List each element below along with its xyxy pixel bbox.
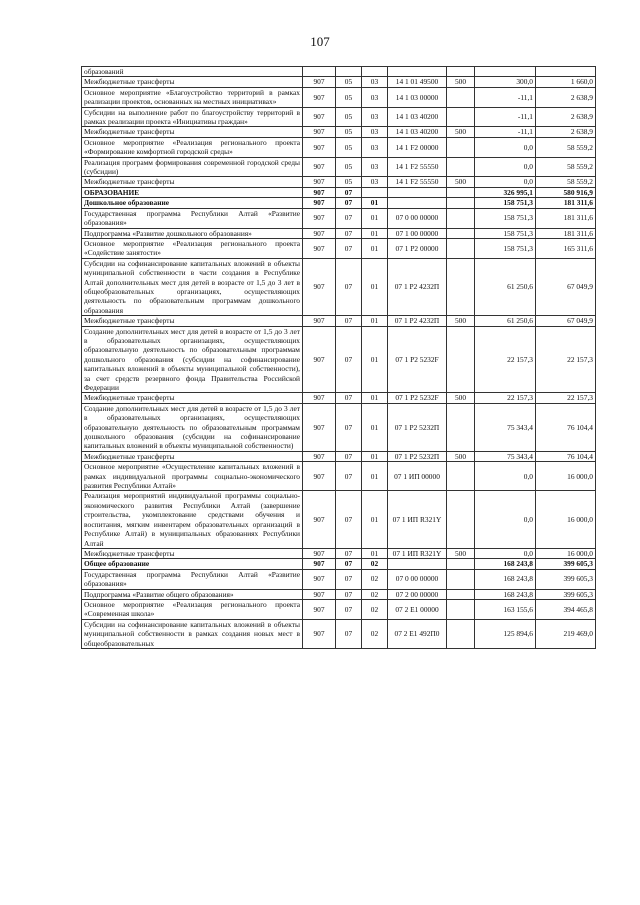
table-row: [82, 208, 596, 228]
table-row: [82, 127, 596, 137]
expense-type-code: 500: [447, 127, 475, 137]
section-code: 05: [336, 127, 362, 137]
target-code: 14 1 01 49500: [388, 77, 447, 87]
expense-type-code: 500: [447, 77, 475, 87]
row-name: Государственная программа Республики Алтай «Развитие образования»: [82, 569, 303, 589]
amount-year-2: 181 311,6: [536, 208, 596, 228]
amount-year-1: 0,0: [475, 491, 536, 548]
section-code: 05: [336, 137, 362, 157]
section-code: 07: [336, 316, 362, 326]
expense-type-code: 500: [447, 451, 475, 461]
amount-year-2: 399 605,3: [536, 569, 596, 589]
table-row: [82, 393, 596, 403]
section-code: 07: [336, 208, 362, 228]
section-code: 07: [336, 619, 362, 648]
expense-type-code: 500: [447, 548, 475, 558]
row-name: Основное мероприятие «Осуществление капитальных вложений в рамках индивидуальной программы социально-экономического развития Республики Алтай»: [82, 462, 303, 491]
table-row: [82, 67, 596, 77]
admin-code: 907: [303, 208, 336, 228]
subsection-code: 01: [362, 258, 388, 315]
table-row: [82, 238, 596, 258]
admin-code: 907: [303, 462, 336, 491]
admin-code: 907: [303, 451, 336, 461]
section-code: 07: [336, 187, 362, 197]
amount-year-1: 158 751,3: [475, 228, 536, 238]
subsection-code: 01: [362, 198, 388, 208]
target-code: 07 1 P2 4232П: [388, 258, 447, 315]
target-code: 07 1 ИП R321Y: [388, 548, 447, 558]
section-code: 07: [336, 451, 362, 461]
section-code: 05: [336, 77, 362, 87]
admin-code: 907: [303, 87, 336, 107]
amount-year-2: 2 638,9: [536, 87, 596, 107]
amount-year-2: 67 049,9: [536, 258, 596, 315]
amount-year-2: 22 157,3: [536, 326, 596, 393]
admin-code: 907: [303, 548, 336, 558]
table-row: [82, 451, 596, 461]
subsection-code: 03: [362, 157, 388, 177]
section-code: 07: [336, 228, 362, 238]
row-name: Дошкольное образование: [82, 198, 303, 208]
target-code: 14 1 03 00000: [388, 87, 447, 107]
subsection-code: 01: [362, 462, 388, 491]
expense-type-code: [447, 599, 475, 619]
admin-code: 907: [303, 77, 336, 87]
amount-year-1: 163 155,6: [475, 599, 536, 619]
row-name: Основное мероприятие «Реализация регионального проекта «Содействие занятости»: [82, 238, 303, 258]
amount-year-2: 22 157,3: [536, 393, 596, 403]
target-code: 07 1 P2 5232П: [388, 403, 447, 451]
row-name: Создание дополнительных мест для детей в возрасте от 1,5 до 3 лет в образовательных организациях, осуществляющих образовательную деятельность по образовательным программам дошкольного образования (субсидии на софинансирование капитальных вложений в объекты муниципальной собственности): [82, 403, 303, 451]
amount-year-2: 58 559,2: [536, 177, 596, 187]
amount-year-1: 0,0: [475, 548, 536, 558]
subsection-code: 02: [362, 589, 388, 599]
subsection-code: 01: [362, 451, 388, 461]
expense-type-code: 500: [447, 393, 475, 403]
admin-code: 907: [303, 137, 336, 157]
amount-year-1: 168 243,8: [475, 589, 536, 599]
amount-year-1: 61 250,6: [475, 316, 536, 326]
target-code: 07 2 E1 492П0: [388, 619, 447, 648]
expense-type-code: [447, 403, 475, 451]
target-code: [388, 559, 447, 569]
admin-code: 907: [303, 187, 336, 197]
amount-year-2: 399 605,3: [536, 559, 596, 569]
subsection-code: 02: [362, 559, 388, 569]
expense-type-code: [447, 87, 475, 107]
section-code: 07: [336, 326, 362, 393]
row-name: Межбюджетные трансферты: [82, 316, 303, 326]
admin-code: 907: [303, 599, 336, 619]
amount-year-1: 168 243,8: [475, 559, 536, 569]
amount-year-2: 58 559,2: [536, 137, 596, 157]
section-code: 07: [336, 258, 362, 315]
subsection-code: [362, 67, 388, 77]
target-code: 07 1 P2 5232F: [388, 393, 447, 403]
row-name: Межбюджетные трансферты: [82, 177, 303, 187]
amount-year-2: [536, 67, 596, 77]
expense-type-code: [447, 208, 475, 228]
expense-type-code: [447, 137, 475, 157]
target-code: 07 2 00 00000: [388, 589, 447, 599]
table-row: [82, 177, 596, 187]
amount-year-2: 16 000,0: [536, 548, 596, 558]
target-code: 14 1 03 40200: [388, 107, 447, 127]
row-name: образований: [82, 67, 303, 77]
section-code: 05: [336, 107, 362, 127]
amount-year-1: -11,1: [475, 87, 536, 107]
target-code: 07 1 ИП 00000: [388, 462, 447, 491]
amount-year-1: -11,1: [475, 127, 536, 137]
amount-year-2: 76 104,4: [536, 451, 596, 461]
admin-code: 907: [303, 258, 336, 315]
row-name: Межбюджетные трансферты: [82, 77, 303, 87]
amount-year-2: 1 660,0: [536, 77, 596, 87]
table-row: [82, 403, 596, 451]
target-code: 14 1 F2 00000: [388, 137, 447, 157]
amount-year-1: 0,0: [475, 462, 536, 491]
admin-code: 907: [303, 403, 336, 451]
subsection-code: 01: [362, 403, 388, 451]
amount-year-1: 0,0: [475, 157, 536, 177]
row-name: Основное мероприятие «Благоустройство территорий в рамках реализации проектов, основанных на местных инициативах»: [82, 87, 303, 107]
expense-type-code: [447, 228, 475, 238]
amount-year-1: 125 894,6: [475, 619, 536, 648]
amount-year-2: 181 311,6: [536, 198, 596, 208]
subsection-code: 03: [362, 177, 388, 187]
row-name: Основное мероприятие «Реализация регионального проекта «Формирование комфортной городской среды»: [82, 137, 303, 157]
table-row: [82, 619, 596, 648]
table-row: [82, 548, 596, 558]
expense-type-code: 500: [447, 177, 475, 187]
section-code: 07: [336, 238, 362, 258]
row-name: Государственная программа Республики Алтай «Развитие образования»: [82, 208, 303, 228]
subsection-code: 01: [362, 491, 388, 548]
budget-table: [81, 66, 596, 649]
amount-year-1: 326 995,1: [475, 187, 536, 197]
subsection-code: 01: [362, 548, 388, 558]
expense-type-code: [447, 619, 475, 648]
row-name: Общее образование: [82, 559, 303, 569]
subsection-code: 01: [362, 316, 388, 326]
admin-code: 907: [303, 107, 336, 127]
subsection-code: 01: [362, 228, 388, 238]
subsection-code: 01: [362, 393, 388, 403]
target-code: 07 2 E1 00000: [388, 599, 447, 619]
row-name: Реализация мероприятий индивидуальной программы социально-экономического развития Республики Алтай (завершение строительства, укомплектование средствами обучения и воспитания, мягким инвентарем образовательных организаций в Республике Алтай) в муниципальных образованиях Республики Алтай: [82, 491, 303, 548]
table-row: [82, 569, 596, 589]
target-code: [388, 187, 447, 197]
section-code: 07: [336, 393, 362, 403]
amount-year-2: 165 311,6: [536, 238, 596, 258]
row-name: Межбюджетные трансферты: [82, 451, 303, 461]
expense-type-code: [447, 559, 475, 569]
row-name: Подпрограмма «Развитие общего образования»: [82, 589, 303, 599]
table-row: [82, 599, 596, 619]
subsection-code: 03: [362, 107, 388, 127]
amount-year-1: 61 250,6: [475, 258, 536, 315]
target-code: 14 1 F2 55550: [388, 157, 447, 177]
section-code: 07: [336, 569, 362, 589]
row-name: Подпрограмма «Развитие дошкольного образования»: [82, 228, 303, 238]
expense-type-code: [447, 326, 475, 393]
section-code: 07: [336, 462, 362, 491]
admin-code: 907: [303, 589, 336, 599]
expense-type-code: [447, 187, 475, 197]
amount-year-1: 22 157,3: [475, 393, 536, 403]
amount-year-1: -11,1: [475, 107, 536, 127]
row-name: Субсидии на софинансирование капитальных вложений в объекты муниципальной собственности в рамках создания новых мест в общеобразовательных: [82, 619, 303, 648]
expense-type-code: [447, 491, 475, 548]
admin-code: 907: [303, 393, 336, 403]
amount-year-2: 58 559,2: [536, 157, 596, 177]
subsection-code: 01: [362, 326, 388, 393]
row-name: Межбюджетные трансферты: [82, 393, 303, 403]
target-code: [388, 198, 447, 208]
subsection-code: 02: [362, 569, 388, 589]
expense-type-code: [447, 258, 475, 315]
amount-year-1: 0,0: [475, 137, 536, 157]
section-code: 07: [336, 403, 362, 451]
section-code: 05: [336, 177, 362, 187]
table-row: [82, 137, 596, 157]
row-name: ОБРАЗОВАНИЕ: [82, 187, 303, 197]
expense-type-code: [447, 107, 475, 127]
table-row: [82, 326, 596, 393]
amount-year-2: 76 104,4: [536, 403, 596, 451]
target-code: [388, 67, 447, 77]
target-code: 07 1 P2 4232П: [388, 316, 447, 326]
target-code: 14 1 03 40200: [388, 127, 447, 137]
table-row: [82, 107, 596, 127]
section-code: 05: [336, 157, 362, 177]
admin-code: [303, 67, 336, 77]
expense-type-code: [447, 569, 475, 589]
row-name: Межбюджетные трансферты: [82, 127, 303, 137]
subsection-code: 01: [362, 238, 388, 258]
target-code: 07 1 P2 5232F: [388, 326, 447, 393]
section-code: 07: [336, 589, 362, 599]
row-name: Субсидии на софинансирование капитальных вложений в объекты муниципальной собственности в части создания в Республике Алтай дополнительных мест для детей в возрасте от 1,5 до 3 лет в общеобразовательных организациях, осуществляющих деятельность по образовательным программам дошкольного образования: [82, 258, 303, 315]
amount-year-1: 158 751,3: [475, 208, 536, 228]
row-name: Создание дополнительных мест для детей в возрасте от 1,5 до 3 лет в образовательных организациях, осуществляющих образовательную деятельность по образовательным программам дошкольного образования (субсидии на софинансирование капитальных вложений в объекты муниципальной собственности), за счет средств резервного фонда Правительства Российской Федерации: [82, 326, 303, 393]
section-code: 07: [336, 548, 362, 558]
expense-type-code: 500: [447, 316, 475, 326]
admin-code: 907: [303, 326, 336, 393]
target-code: 14 1 F2 55550: [388, 177, 447, 187]
table-row: [82, 198, 596, 208]
admin-code: 907: [303, 491, 336, 548]
amount-year-1: 158 751,3: [475, 238, 536, 258]
subsection-code: 01: [362, 208, 388, 228]
subsection-code: 03: [362, 87, 388, 107]
admin-code: 907: [303, 559, 336, 569]
amount-year-2: 399 605,3: [536, 589, 596, 599]
section-code: 05: [336, 87, 362, 107]
amount-year-2: 2 638,9: [536, 127, 596, 137]
table-row: [82, 77, 596, 87]
amount-year-2: 394 465,8: [536, 599, 596, 619]
amount-year-2: 580 916,9: [536, 187, 596, 197]
row-name: Основное мероприятие «Реализация регионального проекта «Современная школа»: [82, 599, 303, 619]
admin-code: 907: [303, 238, 336, 258]
admin-code: 907: [303, 619, 336, 648]
expense-type-code: [447, 238, 475, 258]
amount-year-2: 219 469,0: [536, 619, 596, 648]
amount-year-2: 16 000,0: [536, 491, 596, 548]
amount-year-1: 22 157,3: [475, 326, 536, 393]
amount-year-1: 168 243,8: [475, 569, 536, 589]
row-name: Субсидии на выполнение работ по благоустройству территорий в рамках реализации проекта «Инициативы граждан»: [82, 107, 303, 127]
expense-type-code: [447, 198, 475, 208]
table-row: [82, 462, 596, 491]
amount-year-2: 16 000,0: [536, 462, 596, 491]
admin-code: 907: [303, 157, 336, 177]
target-code: 07 1 P2 00000: [388, 238, 447, 258]
subsection-code: 03: [362, 137, 388, 157]
target-code: 07 0 00 00000: [388, 208, 447, 228]
amount-year-1: 158 751,3: [475, 198, 536, 208]
expense-type-code: [447, 67, 475, 77]
table-row: [82, 559, 596, 569]
subsection-code: 03: [362, 77, 388, 87]
amount-year-1: 75 343,4: [475, 451, 536, 461]
target-code: 07 1 00 00000: [388, 228, 447, 238]
amount-year-2: 67 049,9: [536, 316, 596, 326]
subsection-code: [362, 187, 388, 197]
section-code: 07: [336, 559, 362, 569]
row-name: Межбюджетные трансферты: [82, 548, 303, 558]
table-row: [82, 157, 596, 177]
table-row: [82, 491, 596, 548]
amount-year-1: 0,0: [475, 177, 536, 187]
row-name: Реализация программ формирования современной городской среды (субсидии): [82, 157, 303, 177]
table-row: [82, 589, 596, 599]
amount-year-1: 75 343,4: [475, 403, 536, 451]
expense-type-code: [447, 589, 475, 599]
target-code: 07 0 00 00000: [388, 569, 447, 589]
table-row: [82, 187, 596, 197]
table-row: [82, 316, 596, 326]
page-number: 107: [310, 34, 330, 49]
amount-year-2: 181 311,6: [536, 228, 596, 238]
admin-code: 907: [303, 569, 336, 589]
table-row: [82, 87, 596, 107]
subsection-code: 02: [362, 619, 388, 648]
table-row: [82, 258, 596, 315]
subsection-code: 03: [362, 127, 388, 137]
section-code: 07: [336, 599, 362, 619]
section-code: 07: [336, 198, 362, 208]
amount-year-1: [475, 67, 536, 77]
expense-type-code: [447, 462, 475, 491]
admin-code: 907: [303, 198, 336, 208]
admin-code: 907: [303, 228, 336, 238]
expense-type-code: [447, 157, 475, 177]
amount-year-1: 300,0: [475, 77, 536, 87]
admin-code: 907: [303, 316, 336, 326]
admin-code: 907: [303, 127, 336, 137]
target-code: 07 1 P2 5232П: [388, 451, 447, 461]
amount-year-2: 2 638,9: [536, 107, 596, 127]
admin-code: 907: [303, 177, 336, 187]
section-code: 07: [336, 491, 362, 548]
subsection-code: 02: [362, 599, 388, 619]
section-code: [336, 67, 362, 77]
table-row: [82, 228, 596, 238]
target-code: 07 1 ИП R321Y: [388, 491, 447, 548]
